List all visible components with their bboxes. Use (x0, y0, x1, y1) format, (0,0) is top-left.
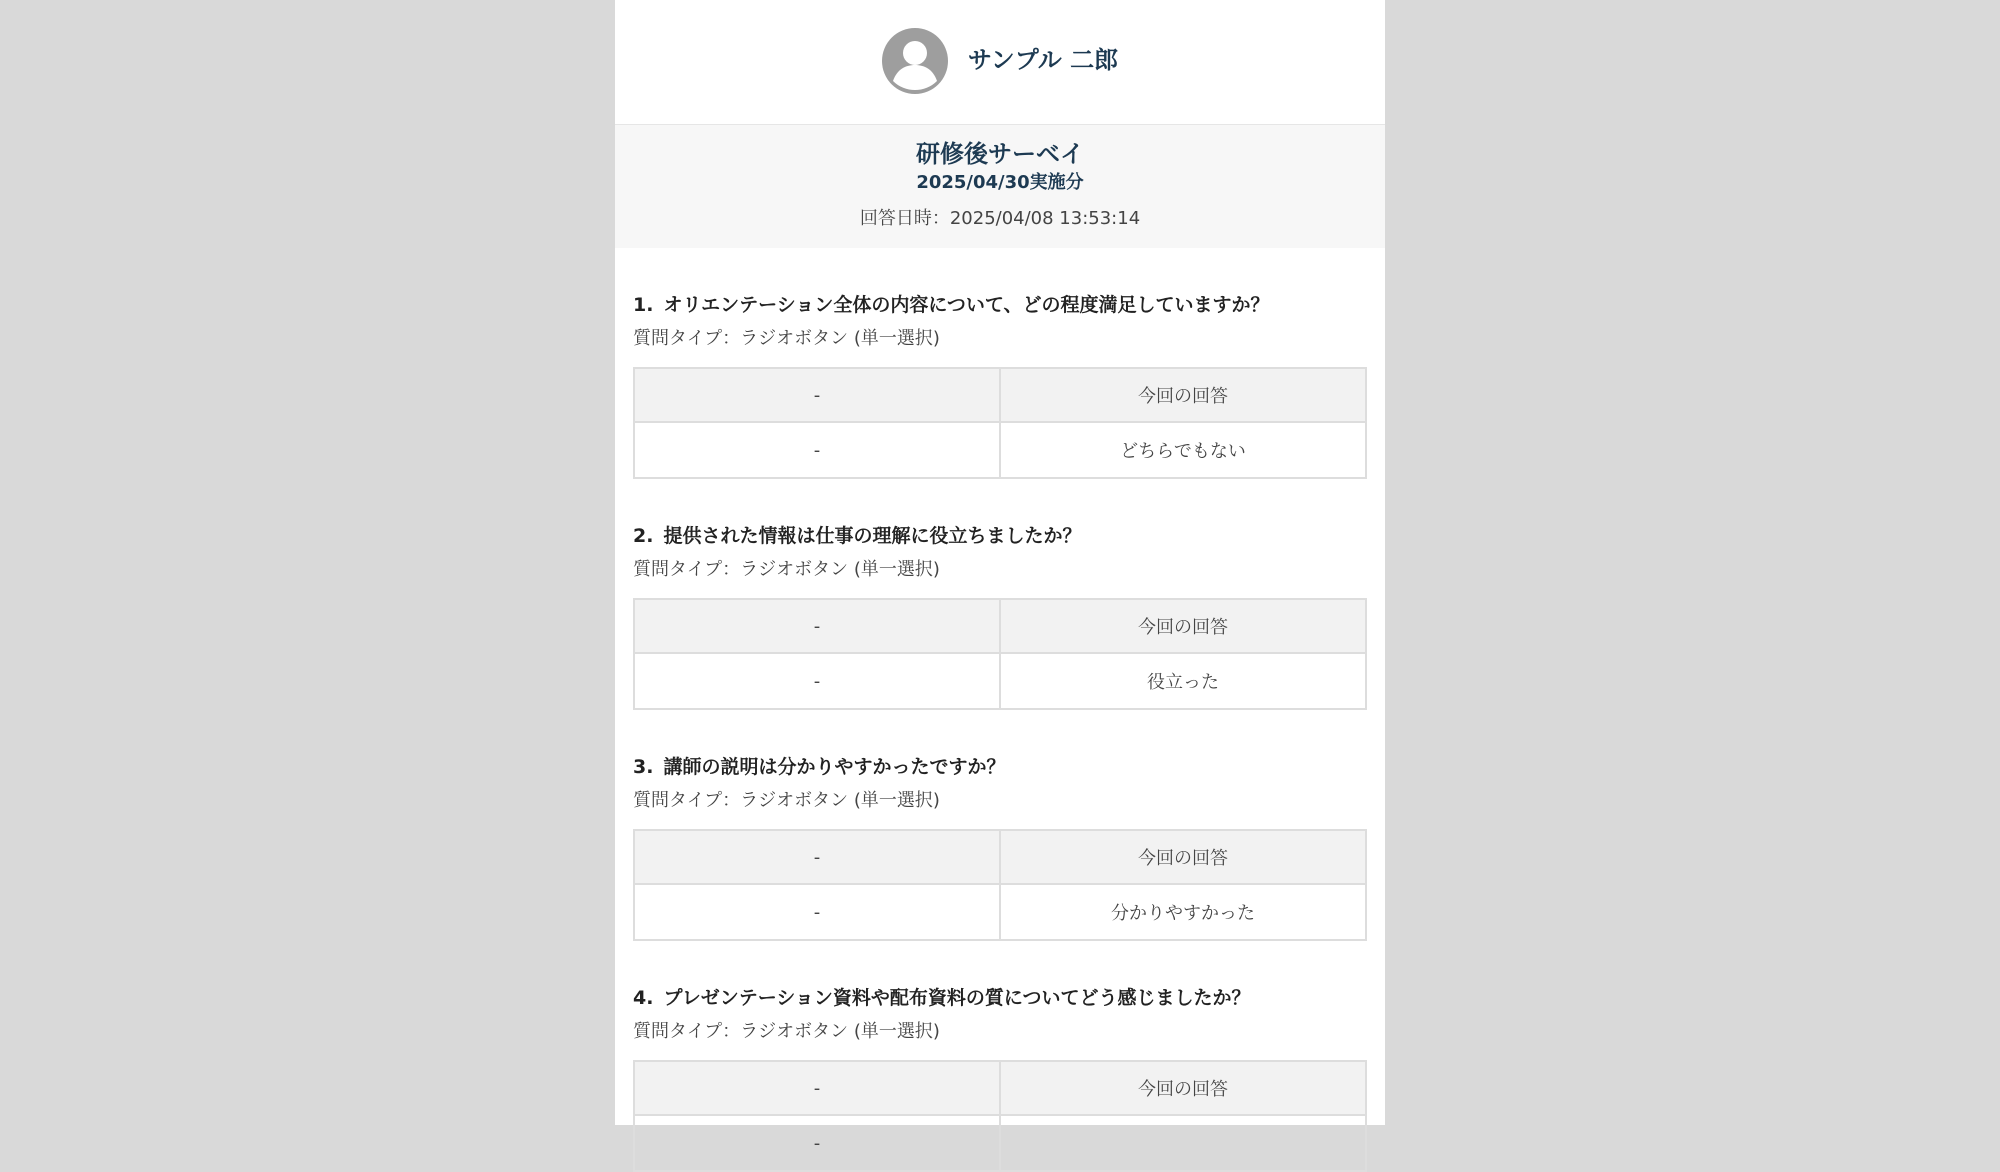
answer-table (633, 1060, 1367, 1172)
header-left: - (634, 830, 1000, 884)
answered-at: 回答日時：2025/04/08 13:53:14 (859, 208, 1141, 229)
header-current-answer: 今回の回答 (1000, 830, 1366, 884)
current-answer (1000, 1115, 1366, 1171)
header-current-answer: 今回の回答 (1000, 599, 1366, 653)
answer-table-row (634, 653, 1366, 709)
answer-table-header (634, 368, 1366, 422)
answer-table-row (634, 1115, 1366, 1171)
survey-result-page (615, 0, 1385, 1154)
question-type: 質問タイプ：ラジオボタン (単一選択) (633, 559, 940, 580)
answer-table-header (634, 830, 1366, 884)
answer-table-row (634, 884, 1366, 940)
header-left: - (634, 368, 1000, 422)
header-current-answer: 今回の回答 (1000, 1061, 1366, 1115)
question-number: 3. (633, 756, 654, 778)
user-avatar-icon (882, 28, 948, 94)
current-answer: 分かりやすかった (1000, 884, 1366, 940)
answer-table (633, 367, 1367, 479)
left-value: - (634, 653, 1000, 709)
user-name: サンプル 二郎 (967, 45, 1119, 74)
answer-table-header (634, 599, 1366, 653)
profile-header (615, 0, 1385, 125)
survey-title: 研修後サーベイ (916, 140, 1084, 168)
question-number: 1. (633, 294, 654, 316)
survey-session-date: 2025/04/30実施分 (916, 172, 1084, 193)
answer-table (633, 598, 1367, 710)
current-answer: どちらでもない (1000, 422, 1366, 478)
question-number: 4. (633, 987, 654, 1009)
question-type: 質問タイプ：ラジオボタン (単一選択) (633, 790, 940, 811)
left-value: - (634, 422, 1000, 478)
answer-table-header (634, 1061, 1366, 1115)
question-title (633, 523, 1367, 549)
question-type: 質問タイプ：ラジオボタン (単一選択) (633, 328, 940, 349)
question-4 (633, 985, 1367, 1172)
header-left: - (634, 1061, 1000, 1115)
answer-table-row (634, 422, 1366, 478)
answer-table (633, 829, 1367, 941)
question-type: 質問タイプ：ラジオボタン (単一選択) (633, 1021, 940, 1042)
survey-header (615, 125, 1385, 248)
current-answer: 役立った (1000, 653, 1366, 709)
question-title (633, 985, 1367, 1011)
question-text: オリエンテーション全体の内容について、どの程度満足していますか？ (663, 294, 1270, 316)
question-title (633, 754, 1367, 780)
question-text: 提供された情報は仕事の理解に役立ちましたか？ (663, 525, 1082, 547)
left-value: - (634, 1115, 1000, 1171)
question-number: 2. (633, 525, 654, 547)
left-value: - (634, 884, 1000, 940)
question-list (615, 292, 1385, 1172)
question-text: プレゼンテーション資料や配布資料の質についてどう感じましたか？ (663, 987, 1251, 1009)
question-1 (633, 292, 1367, 479)
question-title (633, 292, 1367, 318)
question-text: 講師の説明は分かりやすかったですか？ (663, 756, 1006, 778)
question-2 (633, 523, 1367, 710)
question-3 (633, 754, 1367, 941)
header-left: - (634, 599, 1000, 653)
header-current-answer: 今回の回答 (1000, 368, 1366, 422)
